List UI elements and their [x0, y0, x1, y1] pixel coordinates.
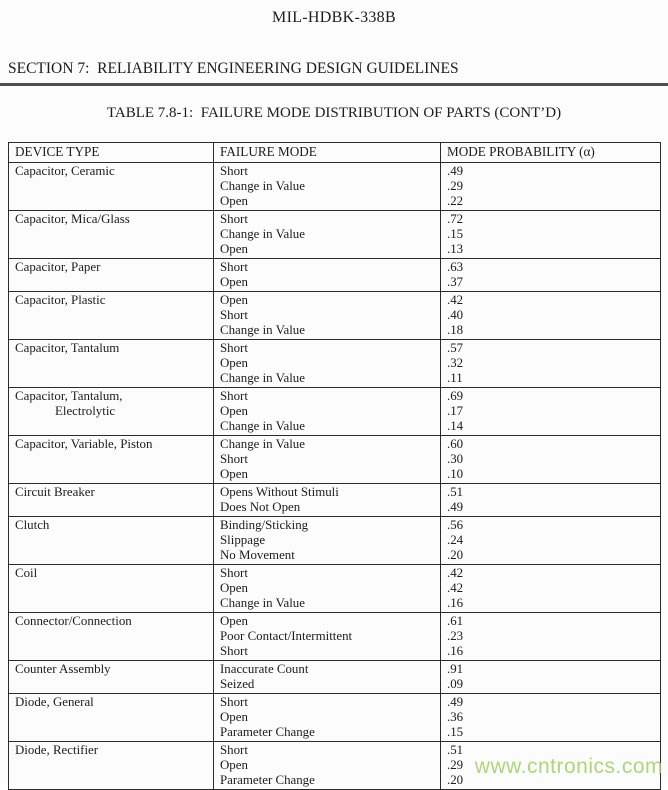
mode-probability-value: .91	[447, 662, 464, 676]
mode-probability-value: .49	[447, 500, 464, 514]
mode-probability-value: .63	[447, 260, 464, 274]
mode-probability-value: .49	[447, 164, 464, 178]
mode-probability-value: .37	[447, 275, 464, 289]
failure-mode-line: Open	[220, 293, 248, 307]
device-type-cell	[9, 517, 214, 565]
mode-probability-value: .51	[447, 743, 464, 757]
device-type-cell	[9, 742, 214, 790]
device-type-cell	[9, 388, 214, 436]
table-row	[9, 484, 661, 517]
device-type-cell	[9, 484, 214, 517]
mode-probability-cell	[441, 694, 661, 742]
device-type-line: Capacitor, Ceramic	[15, 164, 115, 178]
mode-probability-value: .57	[447, 341, 464, 355]
mode-probability-value: .72	[447, 212, 464, 226]
mode-probability-value: .29	[447, 758, 464, 772]
failure-mode-line: Opens Without Stimuli	[220, 485, 339, 499]
column-header: DEVICE TYPE	[9, 143, 214, 163]
mode-probability-cell	[441, 484, 661, 517]
mode-probability-cell	[441, 388, 661, 436]
table-row	[9, 565, 661, 613]
mode-probability-value: .18	[447, 323, 464, 337]
table-row	[9, 163, 661, 211]
failure-mode-cell	[214, 163, 441, 211]
failure-mode-line: Open	[220, 710, 248, 724]
table-row	[9, 436, 661, 484]
failure-mode-cell	[214, 292, 441, 340]
mode-probability-value: .15	[447, 725, 464, 739]
device-type-cell	[9, 436, 214, 484]
mode-probability-value: .56	[447, 518, 464, 532]
column-header: FAILURE MODE	[214, 143, 441, 163]
failure-mode-line: Open	[220, 581, 248, 595]
mode-probability-value: .11	[447, 371, 463, 385]
failure-mode-table	[8, 142, 661, 790]
device-type-line: Capacitor, Tantalum	[15, 341, 120, 355]
failure-mode-cell	[214, 436, 441, 484]
watermark: www.cntronics.com	[474, 755, 663, 778]
failure-mode-line: Open	[220, 242, 248, 256]
failure-mode-cell	[214, 517, 441, 565]
table-row	[9, 613, 661, 661]
table-row	[9, 742, 661, 790]
mode-probability-value: .51	[447, 485, 464, 499]
failure-mode-line: Short	[220, 743, 248, 757]
device-type-line: Capacitor, Tantalum,	[15, 389, 123, 403]
mode-probability-value: .22	[447, 194, 464, 208]
failure-mode-line: Open	[220, 275, 248, 289]
mode-probability-value: .20	[447, 548, 464, 562]
device-type-line: Connector/Connection	[15, 614, 132, 628]
table-row	[9, 211, 661, 259]
mode-probability-cell	[441, 613, 661, 661]
device-type-cell	[9, 565, 214, 613]
device-type-line: Circuit Breaker	[15, 485, 95, 499]
failure-mode-cell	[214, 211, 441, 259]
failure-mode-line: Short	[220, 341, 248, 355]
failure-mode-line: Short	[220, 566, 248, 580]
device-type-cell	[9, 340, 214, 388]
failure-mode-line: Change in Value	[220, 419, 305, 433]
failure-mode-cell	[214, 613, 441, 661]
device-type-line: Diode, General	[15, 695, 94, 709]
mode-probability-value: .61	[447, 614, 464, 628]
mode-probability-cell	[441, 259, 661, 292]
failure-mode-cell	[214, 565, 441, 613]
mode-probability-value: .60	[447, 437, 464, 451]
failure-mode-line: Open	[220, 404, 248, 418]
section-heading: SECTION 7: RELIABILITY ENGINEERING DESIGN GUIDELINES	[0, 60, 668, 86]
device-type-line: Diode, Rectifier	[15, 743, 99, 757]
failure-mode-line: Parameter Change	[220, 725, 315, 739]
mode-probability-cell	[441, 742, 661, 790]
mode-probability-value: .20	[447, 773, 464, 787]
device-type-line: Counter Assembly	[15, 662, 111, 676]
device-type-cell	[9, 661, 214, 694]
failure-mode-line: Inaccurate Count	[220, 662, 309, 676]
mode-probability-cell	[441, 211, 661, 259]
mode-probability-cell	[441, 292, 661, 340]
mode-probability-value: .15	[447, 227, 464, 241]
device-type-line: Clutch	[15, 518, 50, 532]
failure-mode-line: Short	[220, 389, 248, 403]
failure-mode-line: Open	[220, 194, 248, 208]
failure-mode-cell	[214, 340, 441, 388]
failure-mode-line: Open	[220, 467, 248, 481]
mode-probability-value: .16	[447, 596, 464, 610]
device-type-cell	[9, 292, 214, 340]
mode-probability-cell	[441, 517, 661, 565]
mode-probability-value: .16	[447, 644, 464, 658]
failure-mode-line: Change in Value	[220, 323, 305, 337]
failure-mode-line: Open	[220, 614, 248, 628]
mode-probability-value: .30	[447, 452, 464, 466]
device-type-cell	[9, 259, 214, 292]
mode-probability-value: .29	[447, 179, 464, 193]
mode-probability-cell	[441, 163, 661, 211]
failure-mode-line: Short	[220, 452, 248, 466]
failure-mode-line: Parameter Change	[220, 773, 315, 787]
table-row	[9, 388, 661, 436]
failure-mode-line: Poor Contact/Intermittent	[220, 629, 353, 643]
mode-probability-value: .14	[447, 419, 464, 433]
mode-probability-value: .24	[447, 533, 464, 547]
mode-probability-value: .42	[447, 566, 464, 580]
failure-mode-cell	[214, 484, 441, 517]
doc-title: MIL-HDBK-338B	[272, 9, 396, 26]
device-type-cell	[9, 211, 214, 259]
failure-mode-line: Short	[220, 308, 248, 322]
device-type-line: Electrolytic	[55, 404, 116, 418]
failure-mode-line: Change in Value	[220, 437, 305, 451]
failure-mode-line: Change in Value	[220, 227, 305, 241]
mode-probability-value: .42	[447, 293, 464, 307]
mode-probability-value: .13	[447, 242, 464, 256]
failure-mode-line: Change in Value	[220, 596, 305, 610]
mode-probability-value: .17	[447, 404, 464, 418]
mode-probability-value: .36	[447, 710, 464, 724]
failure-mode-line: Seized	[220, 677, 255, 691]
mode-probability-value: .40	[447, 308, 464, 322]
mode-probability-value: .69	[447, 389, 464, 403]
mode-probability-cell	[441, 436, 661, 484]
failure-mode-line: Short	[220, 164, 248, 178]
device-type-line: Coil	[15, 566, 38, 580]
failure-mode-line: Short	[220, 695, 248, 709]
failure-mode-line: Open	[220, 356, 248, 370]
table-row	[9, 292, 661, 340]
failure-mode-cell	[214, 742, 441, 790]
device-type-line: Capacitor, Mica/Glass	[15, 212, 130, 226]
failure-mode-line: Slippage	[220, 533, 266, 547]
mode-probability-cell	[441, 565, 661, 613]
mode-probability-value: .23	[447, 629, 464, 643]
table-row	[9, 517, 661, 565]
table-header-row	[9, 143, 661, 163]
table-row	[9, 340, 661, 388]
device-type-cell	[9, 613, 214, 661]
mode-probability-value: .10	[447, 467, 464, 481]
device-type-line: Capacitor, Paper	[15, 260, 101, 274]
failure-mode-cell	[214, 694, 441, 742]
mode-probability-value: .09	[447, 677, 464, 691]
device-type-line: Capacitor, Variable, Piston	[15, 437, 153, 451]
failure-mode-line: Does Not Open	[220, 500, 301, 514]
table-row	[9, 661, 661, 694]
failure-mode-line: Binding/Sticking	[220, 518, 309, 532]
device-type-line: Capacitor, Plastic	[15, 293, 106, 307]
failure-mode-cell	[214, 259, 441, 292]
table-title: TABLE 7.8-1: FAILURE MODE DISTRIBUTION OF PARTS (CONT’D)	[106, 105, 562, 121]
mode-probability-value: .42	[447, 581, 464, 595]
failure-mode-line: No Movement	[220, 548, 295, 562]
mode-probability-cell	[441, 661, 661, 694]
mode-probability-cell	[441, 340, 661, 388]
failure-mode-cell	[214, 661, 441, 694]
failure-mode-line: Short	[220, 212, 248, 226]
mode-probability-value: .49	[447, 695, 464, 709]
device-type-cell	[9, 163, 214, 211]
failure-mode-line: Change in Value	[220, 179, 305, 193]
table-row	[9, 694, 661, 742]
failure-mode-line: Open	[220, 758, 248, 772]
device-type-cell	[9, 694, 214, 742]
failure-mode-line: Short	[220, 260, 248, 274]
table-row	[9, 259, 661, 292]
failure-mode-line: Short	[220, 644, 248, 658]
failure-mode-line: Change in Value	[220, 371, 305, 385]
failure-mode-cell	[214, 388, 441, 436]
column-header: MODE PROBABILITY (α)	[441, 143, 661, 163]
mode-probability-value: .32	[447, 356, 464, 370]
